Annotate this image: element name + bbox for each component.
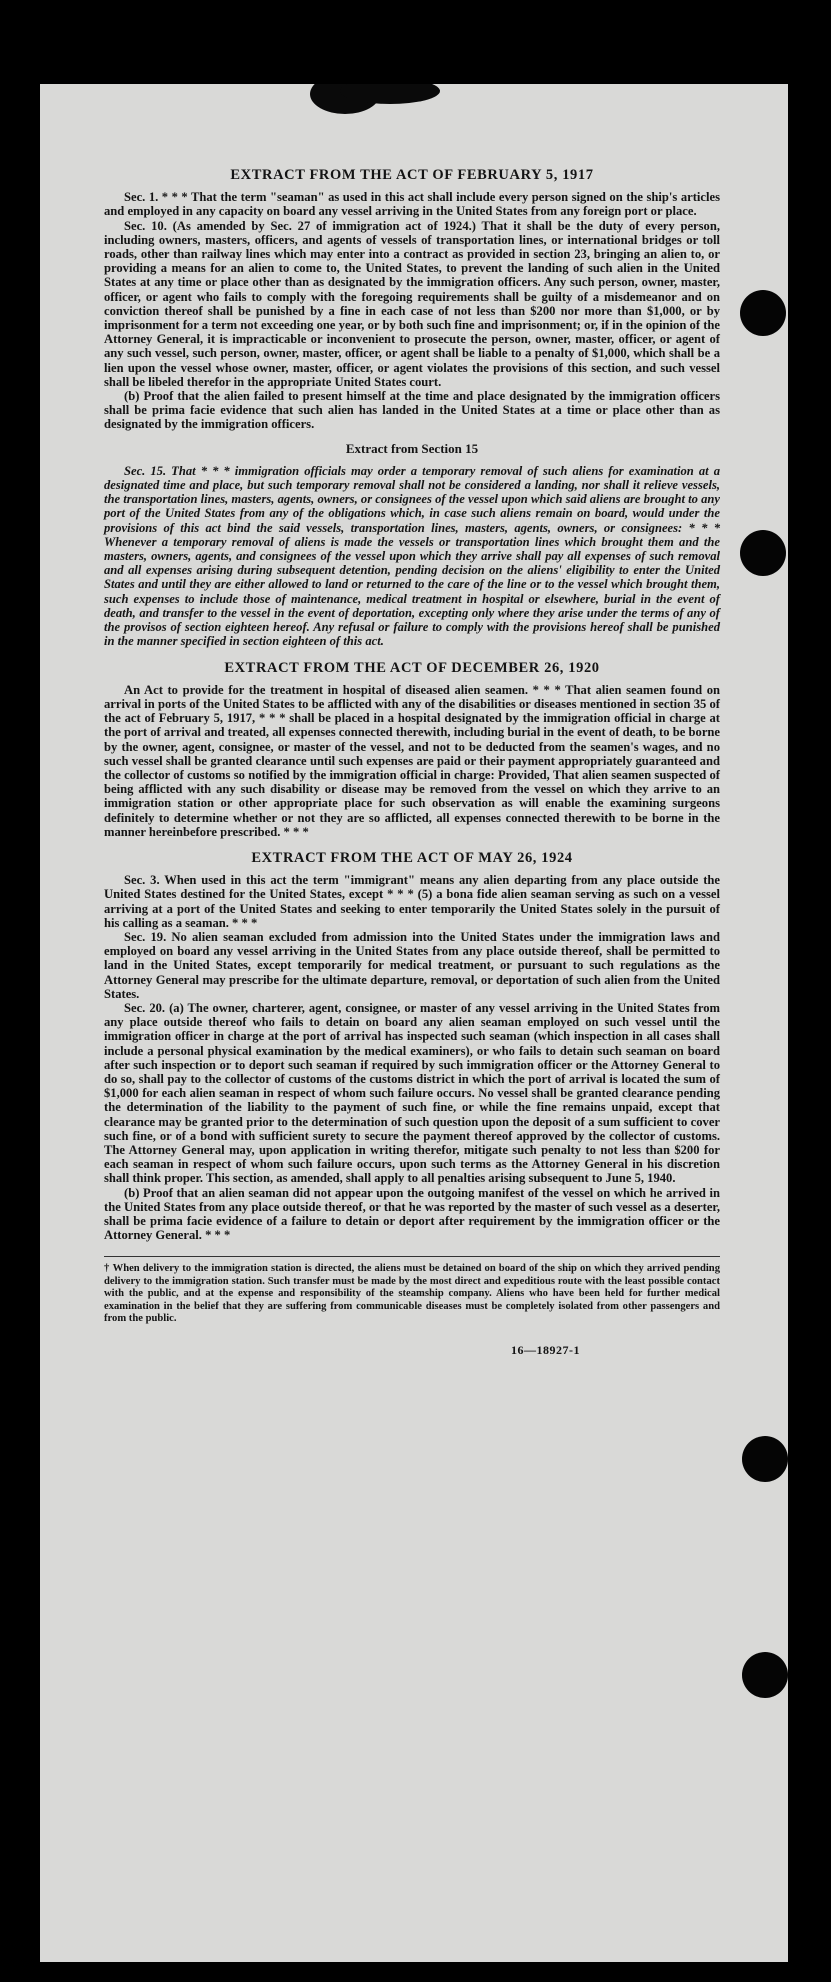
- form-number: 16—18927-1: [511, 1343, 580, 1358]
- section-heading: EXTRACT FROM THE ACT OF FEBRUARY 5, 1917: [230, 167, 594, 183]
- punch-hole: [740, 530, 786, 576]
- section-heading: EXTRACT FROM THE ACT OF MAY 26, 1924: [251, 849, 573, 866]
- footnote: † When delivery to the immigration station is directed, the aliens must be detained on board of the ship on which they arrived pending delivery to the immigration station. Such transfer must be made by the most direct and expeditious route with the least possible contact with the public, and at the expense and responsibility of the steamship company. Aliens who have been held for further medical examination in the belief that they are suffering from communicable diseases must be completely isolated from other passengers and from the public.: [104, 1256, 720, 1325]
- paragraph: Sec. 15. That * * * immigration officials may order a temporary removal of such aliens for examination at a designated time and place, but such temporary removal shall not be considered a landing, nor shall it relieve vessels, the transportation lines, masters, agents, owners, or consignees of the vessel upon which said aliens are brought to any port of the United States from any of the obligations which, in case such aliens remain on board, would under the provisions of this act bind the said vessels, transportation lines, masters, agents, owners, or consignees: * * * Whenever a temporary removal of aliens is made the vessels or transportation lines which brought them and the masters, owners, agents, and consignees of the vessel upon which they arrive shall pay all expenses of such removal and all expenses arising during subsequent detention, pending decision on the aliens' eligibility to enter the United States and until they are either allowed to land or returned to the care of the line or to the vessel which brought them, such expenses to include those of maintenance, medical treatment in hospital or elsewhere, burial in the event of death, and transfer to the vessel in the event of deportation, excepting only where they arise under the terms of any of the provisos of section eighteen hereof. Any refusal or failure to comply with the provisions hereof shall be punished in the manner specified in section eighteen of this act.: [104, 463, 720, 649]
- paragraph: Sec. 20. (a) The owner, charterer, agent, consignee, or master of any vessel arriving in the United States from any place outside thereof who fails to detain on board any alien seaman employed on such vessel until the immigration officer in charge at the port of arrival has inspected such seaman (which inspection in all cases shall include a personal physical examination by the medical examiners), or who fails to detain such seaman on board after such inspection or to deport such seaman if required by such immigration officer or the Attorney General to do so, shall pay to the collector of customs of the customs district in which the port of arrival is located the sum of $1,000 for each alien seaman in respect of whom such failure occurs. No vessel shall be granted clearance pending the determination of the liability to the payment of such fine, or while the fine remains unpaid, except that clearance may be granted prior to the determination of such question upon the deposit of a sum sufficient to cover such fine, or of a bond with sufficient surety to secure the payment thereof approved by the collector of customs. The Attorney General may, upon application in writing therefor, mitigate such penalty to not less than $200 for each seaman in respect of whom such failure occurs, upon such terms as the Attorney General in his discretion shall think proper. This section, as amended, shall apply to all penalties arising subsequent to June 5, 1940.: [104, 1000, 720, 1186]
- section-heading: EXTRACT FROM THE ACT OF DECEMBER 26, 1920: [224, 659, 600, 676]
- punch-hole: [742, 1436, 788, 1482]
- document-page: [40, 84, 788, 1962]
- paragraph: Sec. 3. When used in this act the term "immigrant" means any alien departing from any place outside the United States destined for the United States, except * * * (5) a bona fide alien seaman serving as such on a vessel arriving at a port of the United States and seeking to enter temporarily the United States solely in the pursuit of his calling as a seaman. * * *: [104, 873, 720, 930]
- paragraph: (b) Proof that an alien seaman did not appear upon the outgoing manifest of the vessel on which he arrived in the United States from any place outside thereof, or that he was reported by the master of such vessel as a deserter, shall be prima facie evidence of a failure to detain or deport after requirement by the immigration officer or the Attorney General. * * *: [104, 1185, 720, 1243]
- paragraph: Sec. 1. * * * That the term "seaman" as used in this act shall include every person signed on the ship's articles and employed in any capacity on board any vessel arriving in the United States from any foreign port or place.: [104, 190, 720, 219]
- paragraph: Sec. 10. (As amended by Sec. 27 of immigration act of 1924.) That it shall be the duty of every person, including owners, masters, officers, and agents of vessels of transportation lines, or international bridges or toll roads, other than railway lines which may enter into a contract as provided in section 23, bringing an alien to, or providing a means for an alien to come to, the United States, to prevent the landing of such alien in the United States at any time or place other than as designated by the immigration officers. Any such person, owner, master, officer, or agent who fails to comply with the foregoing requirements shall be guilty of a misdemeanor and on conviction thereof shall be punished by a fine in each case of not less than $200 nor more than $1,000, or by imprisonment for a term not exceeding one year, or by both such fine and imprisonment; or, if in the opinion of the Attorney General, it is impracticable or inconvenient to prosecute the person, owner, master, officer, or agent of any such vessel, such person, owner, master, officer, or agent shall be liable to a penalty of $1,000, which shall be a lien upon the vessel whose owner, master, officer, or agent violates the provisions of this section, and such vessel shall be libeled therefor in the appropriate United States court.: [104, 218, 720, 389]
- paragraph: An Act to provide for the treatment in hospital of diseased alien seamen. * * * That alien seamen found on arrival in ports of the United States to be afflicted with any of the disabilities or diseases mentioned in section 35 of the act of February 5, 1917, * * * shall be placed in a hospital designated by the immigration official in charge at the port of arrival and treated, all expenses connected therewith, including burial in the event of death, to be borne by the owner, agent, consignee, or master of the vessel, and not to be deducted from the seamen's wages, and no such vessel shall be granted clearance until such expenses are paid or their payment appropriately guaranteed and the collector of customs so notified by the immigration official in charge: Provided, That alien seamen suspected of being afflicted with any such disability or disease may be removed from the vessel on which they arrive to an immigration station or other appropriate place for such observation as will enable the examining surgeons definitely to determine whether or not they are so afflicted, all expenses connected therewith to be borne in the manner hereinbefore prescribed. * * *: [104, 682, 720, 839]
- paragraph: (b) Proof that the alien failed to present himself at the time and place designated by the immigration officers shall be prima facie evidence that such alien has landed in the United States at a time or place other than as designated by the immigration officers.: [104, 389, 720, 432]
- document-body: [104, 168, 720, 1358]
- punch-hole: [740, 290, 786, 336]
- paragraph: Sec. 19. No alien seaman excluded from admission into the United States under the immigration laws and employed on board any vessel arriving in the United States from any place outside thereof, shall be permitted to land in the United States, except temporarily for medical treatment, or pursuant to such regulations as the Attorney General may prescribe for the ultimate departure, removal, or deportation of such alien from the United States.: [104, 929, 720, 1001]
- punch-hole: [742, 1652, 788, 1698]
- section-heading: Extract from Section 15: [345, 440, 479, 456]
